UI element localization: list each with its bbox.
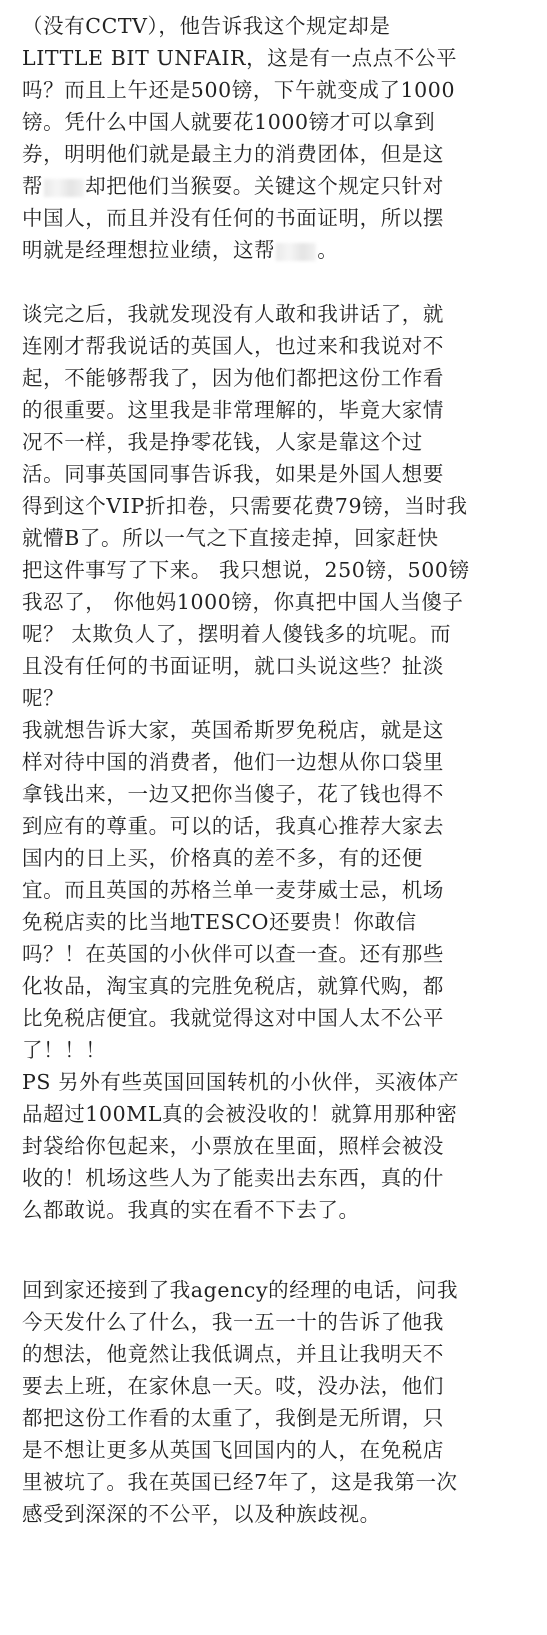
text-line: 吗？！在英国的小伙伴可以查一查。还有那些 bbox=[22, 942, 444, 966]
text-line: 到应有的尊重。可以的话，我真心推荐大家去 bbox=[22, 814, 444, 838]
text-line: 就懵B了。所以一气之下直接走掉，回家赶快 bbox=[22, 526, 439, 550]
text-line: 样对待中国的消费者，他们一边想从你口袋里 bbox=[22, 750, 444, 774]
text-line: 今天发什么了什么，我一五一十的告诉了他我 bbox=[22, 1310, 444, 1334]
text-line: 了！！！ bbox=[22, 1038, 107, 1062]
text-line: 得到这个VIP折扣卷，只需要花费79镑，当时我 bbox=[22, 494, 468, 518]
text-line: 呢？ bbox=[22, 686, 65, 710]
text-line: （没有CCTV），他告诉我这个规定却是 bbox=[22, 14, 391, 38]
text-line: 镑。凭什么中国人就要花1000镑才可以拿到 bbox=[22, 110, 436, 134]
text-line: 免税店卖的比当地TESCO还要贵！你敢信 bbox=[22, 910, 417, 934]
text-line: 国内的日上买，价格真的差不多，有的还便 bbox=[22, 846, 423, 870]
text-line: 我就想告诉大家，英国希斯罗免税店，就是这 bbox=[22, 718, 444, 742]
text-line bbox=[22, 170, 534, 202]
redaction-blur bbox=[276, 243, 316, 261]
text-segment: 帮 bbox=[22, 174, 44, 198]
text-line: 把这件事写了下来。 我只想说，250镑，500镑 bbox=[22, 558, 470, 582]
text-line: 里被坑了。我在英国已经7年了，这是我第一次 bbox=[22, 1470, 458, 1494]
text-line: 吗？而且上午还是500镑，下午就变成了1000 bbox=[22, 78, 456, 102]
text-line: 收的！机场这些人为了能卖出去东西，真的什 bbox=[22, 1166, 444, 1190]
text-line: 都把这份工作看的太重了，我倒是无所谓，只 bbox=[22, 1406, 444, 1430]
text-line: PS 另外有些英国回国转机的小伙伴，买液体产 bbox=[22, 1070, 460, 1094]
text-line: LITTLE BIT UNFAIR，这是有一点点不公平 bbox=[22, 46, 458, 70]
text-line: 么都敢说。我真的实在看不下去了。 bbox=[22, 1198, 360, 1222]
text-line: 封袋给你包起来，小票放在里面，照样会被没 bbox=[22, 1134, 444, 1158]
text-line: 况不一样，我是挣零花钱，人家是靠这个过 bbox=[22, 430, 423, 454]
text-line: 谈完之后，我就发现没有人敢和我讲话了，就 bbox=[22, 302, 444, 326]
text-line: 宜。而且英国的苏格兰单一麦芽威士忌，机场 bbox=[22, 878, 444, 902]
text-line: 感受到深深的不公平，以及种族歧视。 bbox=[22, 1502, 381, 1526]
text-line: 中国人，而且并没有任何的书面证明，所以摆 bbox=[22, 206, 444, 230]
text-line bbox=[22, 234, 534, 266]
text-segment: 却把他们当猴耍。关键这个规定只针对 bbox=[85, 174, 444, 198]
text-line: 的很重要。这里我是非常理解的，毕竟大家情 bbox=[22, 398, 444, 422]
text-segment: 明就是经理想拉业绩，这帮 bbox=[22, 238, 276, 262]
text-line: 回到家还接到了我agency的经理的电话，问我 bbox=[22, 1278, 459, 1302]
text-line: 且没有任何的书面证明，就口头说这些？扯淡 bbox=[22, 654, 444, 678]
text-line: 呢？ 太欺负人了，摆明着人傻钱多的坑呢。而 bbox=[22, 622, 452, 646]
cut-off-top-line bbox=[22, 0, 534, 10]
redaction-blur bbox=[44, 179, 84, 197]
text-line: 是不想让更多从英国飞回国内的人，在免税店 bbox=[22, 1438, 444, 1462]
text-segment: 。 bbox=[317, 238, 339, 262]
text-line: 券，明明他们就是最主力的消费团体，但是这 bbox=[22, 142, 444, 166]
text-line: 比免税店便宜。我就觉得这对中国人太不公平 bbox=[22, 1006, 444, 1030]
text-line: 的想法，他竟然让我低调点，并且让我明天不 bbox=[22, 1342, 444, 1366]
text-line: 拿钱出来，一边又把你当傻子，花了钱也得不 bbox=[22, 782, 444, 806]
text-line: 要去上班，在家休息一天。哎，没办法，他们 bbox=[22, 1374, 444, 1398]
text-line: 连刚才帮我说话的英国人，也过来和我说对不 bbox=[22, 334, 444, 358]
text-line: 我忍了， 你他妈1000镑，你真把中国人当傻子 bbox=[22, 590, 464, 614]
text-line: 活。同事英国同事告诉我，如果是外国人想要 bbox=[22, 462, 444, 486]
text-line: 起，不能够帮我了，因为他们都把这份工作看 bbox=[22, 366, 444, 390]
text-line: 化妆品，淘宝真的完胜免税店，就算代购，都 bbox=[22, 974, 444, 998]
text-line: 品超过100ML真的会被没收的！就算用那种密 bbox=[22, 1102, 458, 1126]
